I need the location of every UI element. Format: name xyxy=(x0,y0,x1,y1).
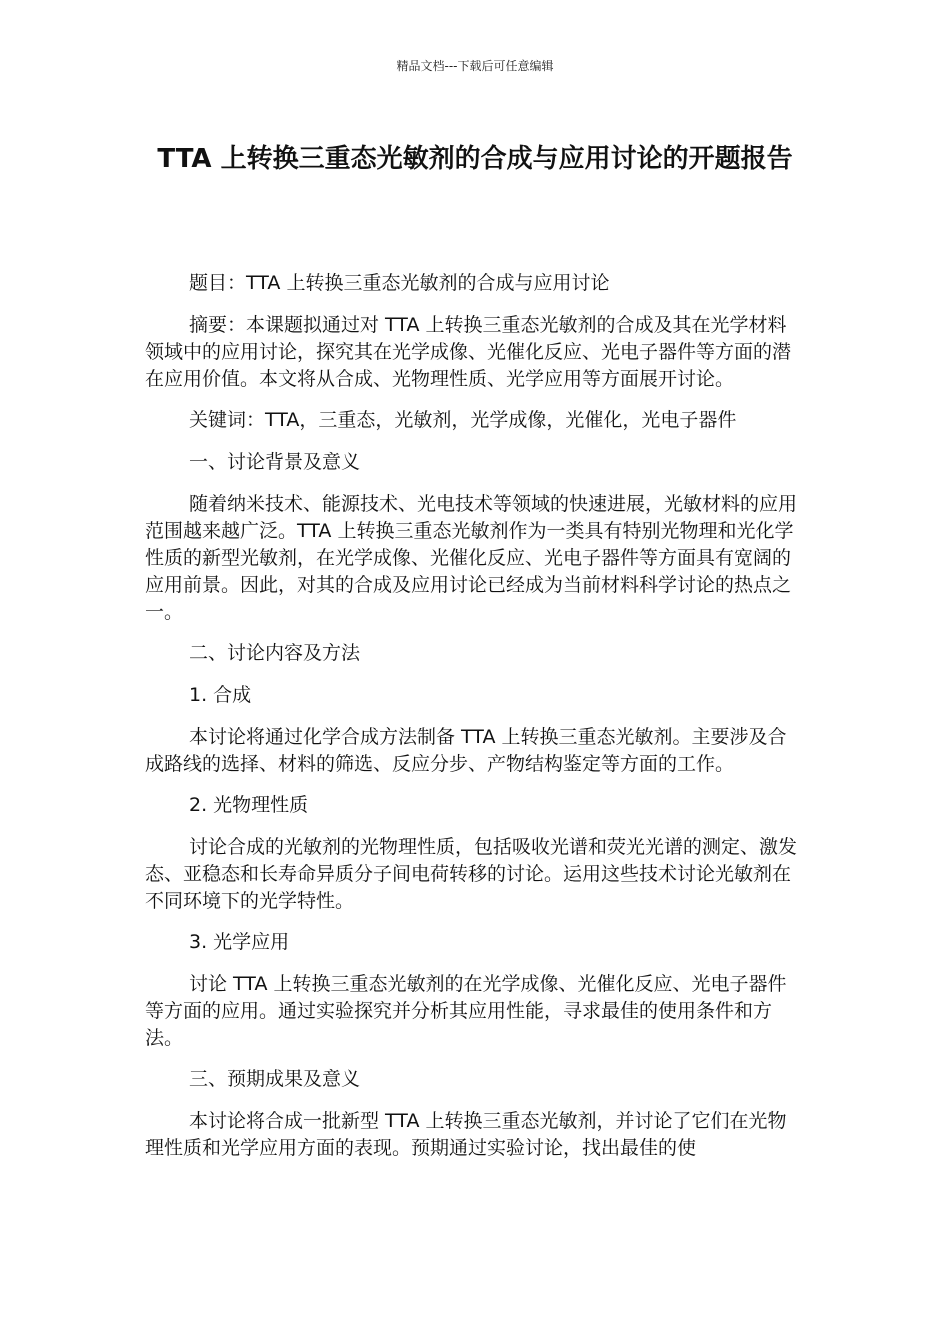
synthesis-paragraph: 本讨论将通过化学合成方法制备 TTA 上转换三重态光敏剂。主要涉及合成路线的选择、材料的筛选、反应分步、产物结构鉴定等方面的工作。 xyxy=(145,726,787,775)
background-paragraph: 随着纳米技术、能源技术、光电技术等领域的快速进展，光敏材料的应用范围越来越广泛。TTA 上转换三重态光敏剂作为一类具有特别光物理和光化学性质的新型光敏剂，在光学成像、光催化反应、光电子器件等方面具有宽阔的应用前景。因此，对其的合成及应用讨论已经成为当前材料科学讨论的热点之一。 xyxy=(145,493,798,623)
topic-line: 题目：TTA 上转换三重态光敏剂的合成与应用讨论 xyxy=(189,272,610,294)
document-title: TTA 上转换三重态光敏剂的合成与应用讨论的开题报告 xyxy=(157,144,793,174)
section-heading-content-method: 二、讨论内容及方法 xyxy=(189,642,361,664)
keywords-line: 关键词：TTA，三重态，光敏剂，光学成像，光催化，光电子器件 xyxy=(189,409,737,431)
document-body xyxy=(145,270,805,1176)
optical-application-paragraph: 讨论 TTA 上转换三重态光敏剂的在光学成像、光催化反应、光电子器件等方面的应用。通过实验探究并分析其应用性能，寻求最佳的使用条件和方法。 xyxy=(145,973,787,1049)
section-heading-expected-results: 三、预期成果及意义 xyxy=(189,1068,361,1090)
subheading-optical-application: 3. 光学应用 xyxy=(189,931,290,953)
section-heading-background: 一、讨论背景及意义 xyxy=(189,451,361,473)
subheading-synthesis: 1. 合成 xyxy=(189,684,252,706)
abstract-paragraph: 摘要：本课题拟通过对 TTA 上转换三重态光敏剂的合成及其在光学材料领域中的应用讨论，探究其在光学成像、光催化反应、光电子器件等方面的潜在应用价值。本文将从合成、光物理性质、光学应用等方面展开讨论。 xyxy=(145,314,792,390)
page-header-note: 精品文档---下载后可任意编辑 xyxy=(396,59,554,73)
subheading-photophysics: 2. 光物理性质 xyxy=(189,794,309,816)
photophysics-paragraph: 讨论合成的光敏剂的光物理性质，包括吸收光谱和荧光光谱的测定、激发态、亚稳态和长寿命异质分子间电荷转移的讨论。运用这些技术讨论光敏剂在不同环境下的光学特性。 xyxy=(145,836,798,912)
expected-results-paragraph: 本讨论将合成一批新型 TTA 上转换三重态光敏剂，并讨论了它们在光物理性质和光学应用方面的表现。预期通过实验讨论，找出最佳的使 xyxy=(145,1110,787,1159)
